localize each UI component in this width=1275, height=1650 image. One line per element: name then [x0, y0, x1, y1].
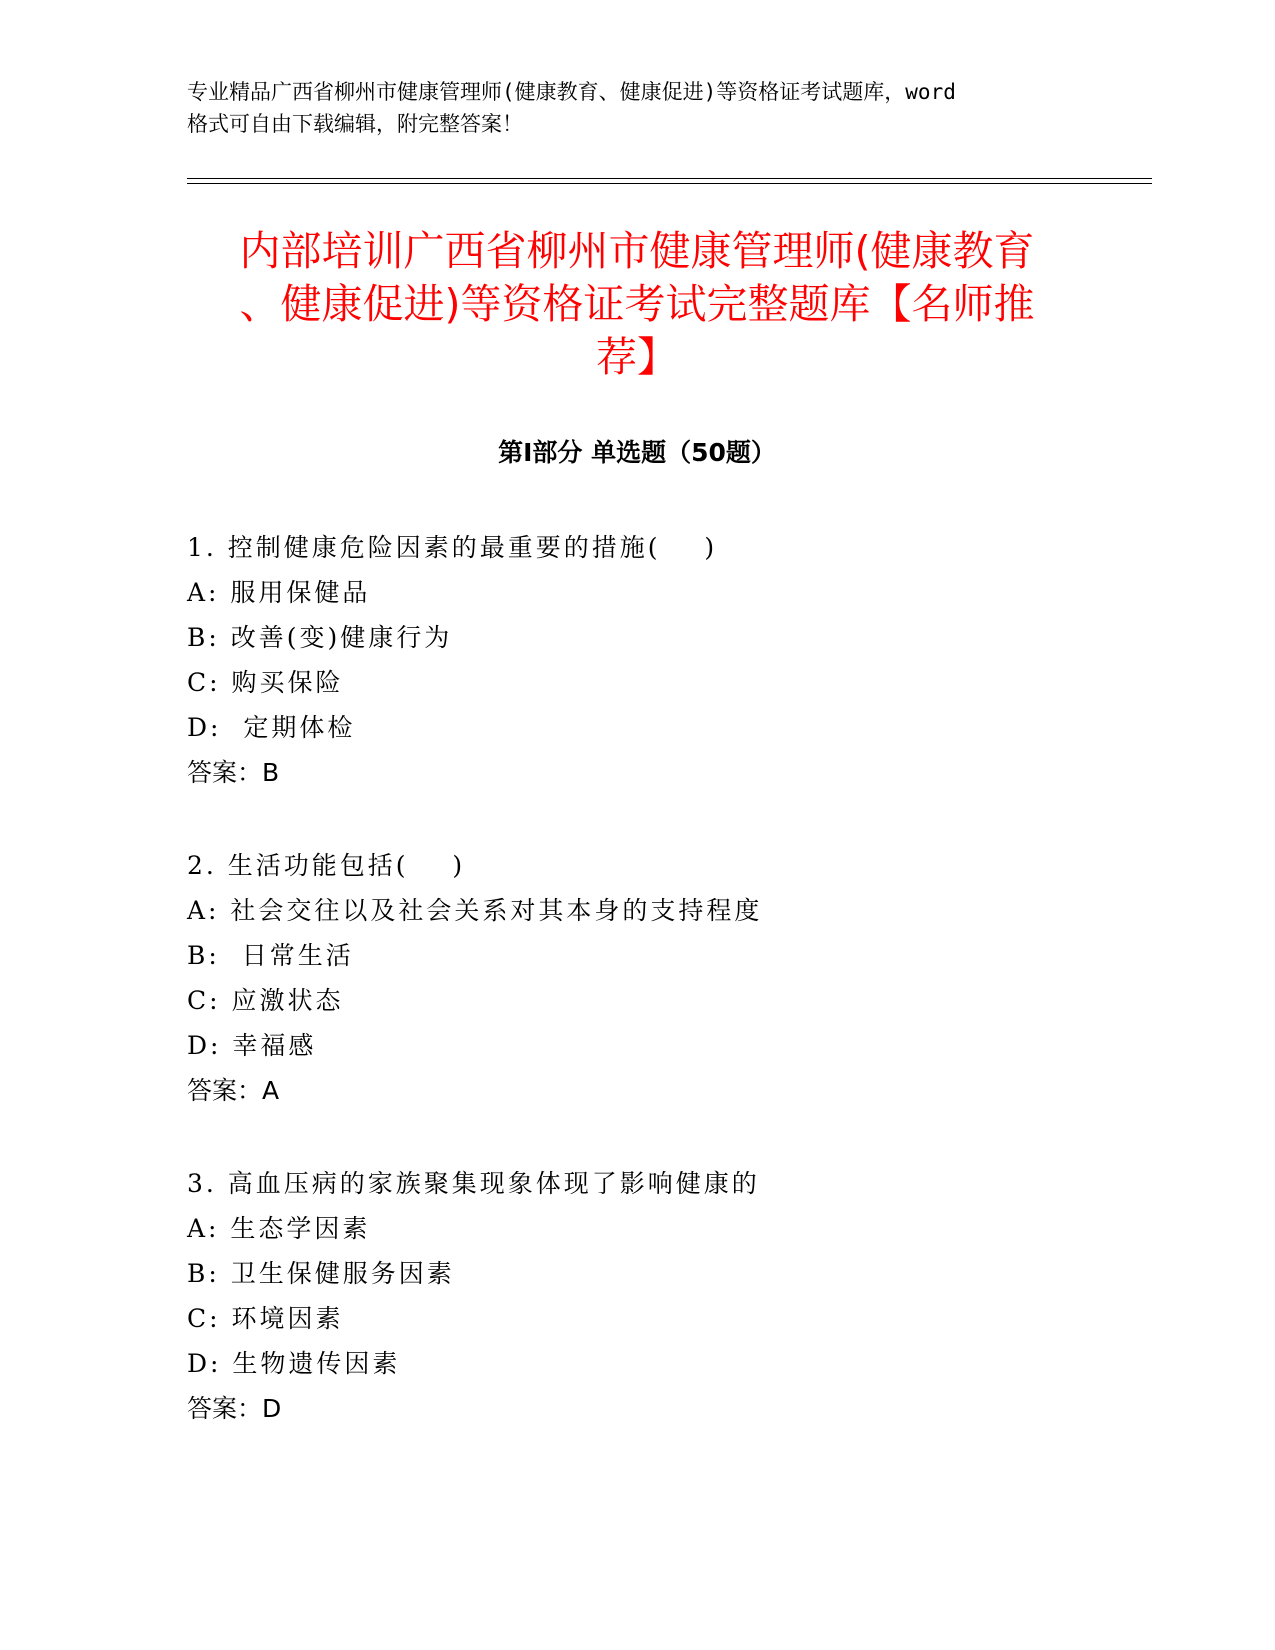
- question-block: [187, 843, 1087, 1113]
- option-b: B: 日常生活: [187, 941, 354, 970]
- answer-line: 答案：B: [187, 758, 280, 787]
- option-c: C: 环境因素: [187, 1304, 344, 1333]
- option-a: A: 生态学因素: [187, 1214, 371, 1243]
- answer-line: 答案：D: [187, 1394, 282, 1423]
- option-a: A: 服用保健品: [187, 578, 371, 607]
- document-title-line-1: 内部培训广西省柳州市健康管理师(健康教育: [239, 227, 1035, 275]
- option-b: B: 卫生保健服务因素: [187, 1259, 455, 1288]
- question-block: [187, 1161, 1087, 1431]
- option-d: D: 定期体检: [187, 713, 356, 742]
- option-a: A: 社会交往以及社会关系对其本身的支持程度: [187, 896, 763, 925]
- question-block: [187, 525, 1087, 795]
- question-stem: 2. 生活功能包括( ): [187, 851, 466, 880]
- section-heading: 第Ⅰ部分 单选题（50题）: [498, 438, 776, 467]
- header-divider-top: [187, 178, 1152, 179]
- header-divider-bottom: [187, 183, 1152, 184]
- header-note: [187, 76, 1087, 140]
- document-title-line-3: 荐】: [596, 333, 678, 381]
- option-c: C: 购买保险: [187, 668, 344, 697]
- header-note-line-2: 格式可自由下载编辑，附完整答案！: [187, 112, 523, 136]
- answer-line: 答案：A: [187, 1076, 280, 1105]
- question-stem: 1. 控制健康危险因素的最重要的措施( ): [187, 533, 718, 562]
- document-title: [187, 225, 1087, 384]
- option-d: D: 幸福感: [187, 1031, 317, 1060]
- option-d: D: 生物遗传因素: [187, 1349, 401, 1378]
- option-c: C: 应激状态: [187, 986, 344, 1015]
- option-b: B: 改善(变)健康行为: [187, 623, 453, 652]
- header-note-line-1: 专业精品广西省柳州市健康管理师(健康教育、健康促进)等资格证考试题库，word: [187, 80, 956, 104]
- document-title-line-2: 、健康促进)等资格证考试完整题库【名师推: [239, 280, 1035, 328]
- question-stem: 3. 高血压病的家族聚集现象体现了影响健康的: [187, 1169, 760, 1198]
